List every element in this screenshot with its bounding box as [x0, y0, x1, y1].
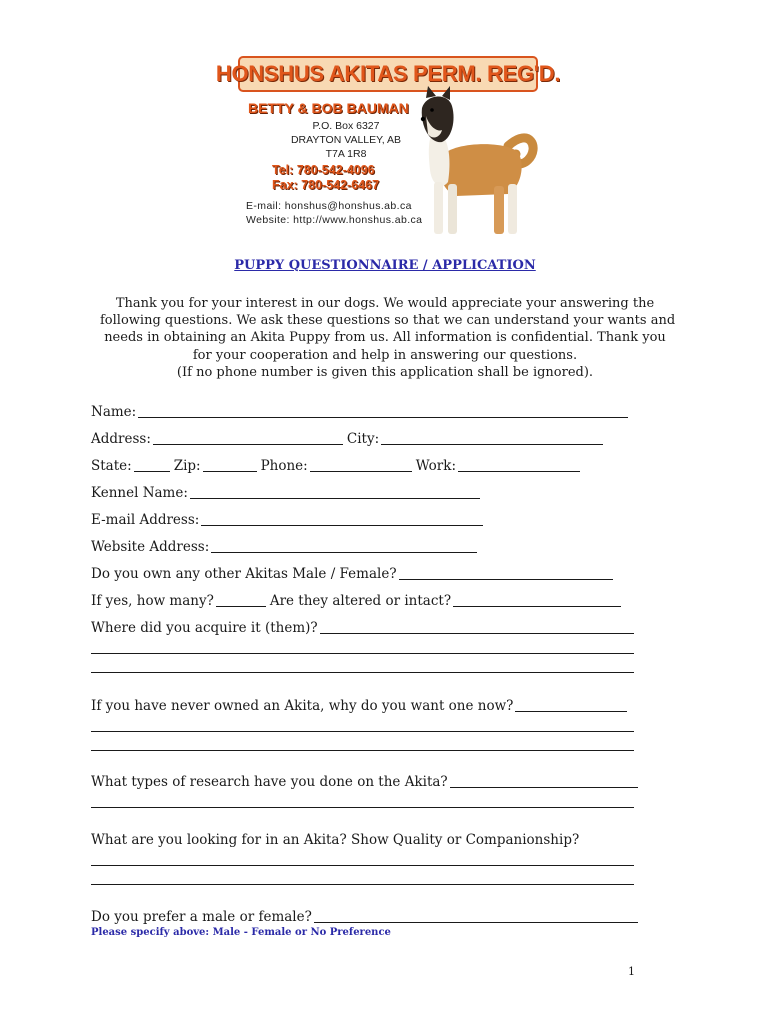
- website-row: [91, 535, 481, 555]
- zip-field[interactable]: [203, 457, 257, 472]
- address-line-1: P.O. Box 6327: [312, 120, 380, 132]
- how-many-label: If yes, how many?: [91, 593, 214, 609]
- form-title: PUPPY QUESTIONNAIRE / APPLICATION: [234, 258, 536, 273]
- intro-line: (If no phone number is given this application shall be ignored).: [176, 364, 594, 380]
- own-akitas-field[interactable]: [399, 565, 613, 580]
- research-field[interactable]: [450, 773, 638, 788]
- intro-line: for your cooperation and help in answering our questions.: [192, 347, 578, 363]
- how-many-field[interactable]: [216, 592, 266, 607]
- address-field[interactable]: [153, 430, 343, 445]
- kennel-banner: HONSHUS AKITAS PERM. REG'D.: [238, 56, 538, 92]
- looking-for-row: [91, 828, 579, 848]
- telephone: Tel: 780-542-4096: [272, 163, 375, 177]
- website-field[interactable]: [211, 538, 477, 553]
- acquire-answer-line[interactable]: [91, 672, 634, 673]
- page-number: 1: [628, 965, 635, 978]
- intro-line: following questions. We ask these questions so that we can understand your wants and: [100, 313, 676, 329]
- altered-field[interactable]: [453, 592, 621, 607]
- kennel-name-label: Kennel Name:: [91, 485, 188, 501]
- kennel-name-field[interactable]: [190, 484, 480, 499]
- prefer-field[interactable]: [314, 908, 638, 923]
- own-akitas-row: [91, 562, 617, 582]
- name-label: Name:: [91, 404, 137, 420]
- address-label: Address:: [91, 431, 151, 447]
- work-label: Work:: [415, 458, 456, 474]
- state-label: State:: [91, 458, 132, 474]
- address-line-2: DRAYTON VALLEY, AB: [290, 134, 402, 146]
- email-row: [91, 508, 487, 528]
- phone-field[interactable]: [310, 457, 412, 472]
- acquire-row: [91, 616, 638, 636]
- email-line: E-mail: honshus@honshus.ab.ca: [246, 200, 412, 212]
- research-label: What types of research have you done on the Akita?: [91, 774, 448, 790]
- looking-for-label: What are you looking for in an Akita? Show Quality or Companionship?: [91, 832, 580, 848]
- acquire-label: Where did you acquire it (them)?: [91, 620, 318, 636]
- email-label: E-mail Address:: [91, 512, 200, 528]
- state-field[interactable]: [134, 457, 170, 472]
- preference-note: Please specify above: Male - Female or No Preference: [91, 927, 391, 938]
- akita-dog-icon: [412, 86, 542, 246]
- intro-line: Thank you for your interest in our dogs. We would appreciate your answering the: [115, 296, 655, 311]
- intro-line: needs in obtaining an Akita Puppy from us. All information is confidential. Thank you: [104, 330, 666, 346]
- work-field[interactable]: [458, 457, 580, 472]
- letterhead: [215, 50, 561, 240]
- prefer-row: [91, 905, 642, 925]
- acquire-field[interactable]: [320, 619, 634, 634]
- state-row: [91, 454, 584, 474]
- website-label: Website Address:: [91, 539, 210, 555]
- looking-for-answer-line[interactable]: [91, 884, 634, 885]
- why-akita-answer-line[interactable]: [91, 731, 634, 732]
- phone-label: Phone:: [260, 458, 308, 474]
- intro-paragraph: [100, 295, 676, 381]
- own-akitas-label: Do you own any other Akitas Male / Female?: [91, 566, 397, 582]
- why-akita-field[interactable]: [515, 697, 627, 712]
- address-line-3: T7A 1R8: [325, 148, 367, 160]
- acquire-answer-line[interactable]: [91, 653, 634, 654]
- fax: Fax: 780-542-6467: [272, 178, 380, 192]
- why-akita-row: [91, 694, 631, 714]
- how-many-row: [91, 589, 625, 609]
- zip-label: Zip:: [173, 458, 201, 474]
- owner-names: BETTY & BOB BAUMAN: [248, 100, 409, 116]
- city-label: City:: [346, 431, 380, 447]
- city-field[interactable]: [381, 430, 603, 445]
- prefer-label: Do you prefer a male or female?: [91, 909, 312, 925]
- kennel-name-row: [91, 481, 484, 501]
- name-row: [91, 400, 632, 420]
- name-field[interactable]: [138, 403, 628, 418]
- email-field[interactable]: [201, 511, 483, 526]
- research-row: [91, 770, 642, 790]
- research-answer-line[interactable]: [91, 807, 634, 808]
- looking-for-answer-line[interactable]: [91, 865, 634, 866]
- address-row: [91, 427, 607, 447]
- why-akita-answer-line[interactable]: [91, 750, 634, 751]
- why-akita-label: If you have never owned an Akita, why do you want one now?: [91, 698, 514, 714]
- altered-label: Are they altered or intact?: [269, 593, 452, 609]
- website-line: Website: http://www.honshus.ab.ca: [246, 214, 423, 226]
